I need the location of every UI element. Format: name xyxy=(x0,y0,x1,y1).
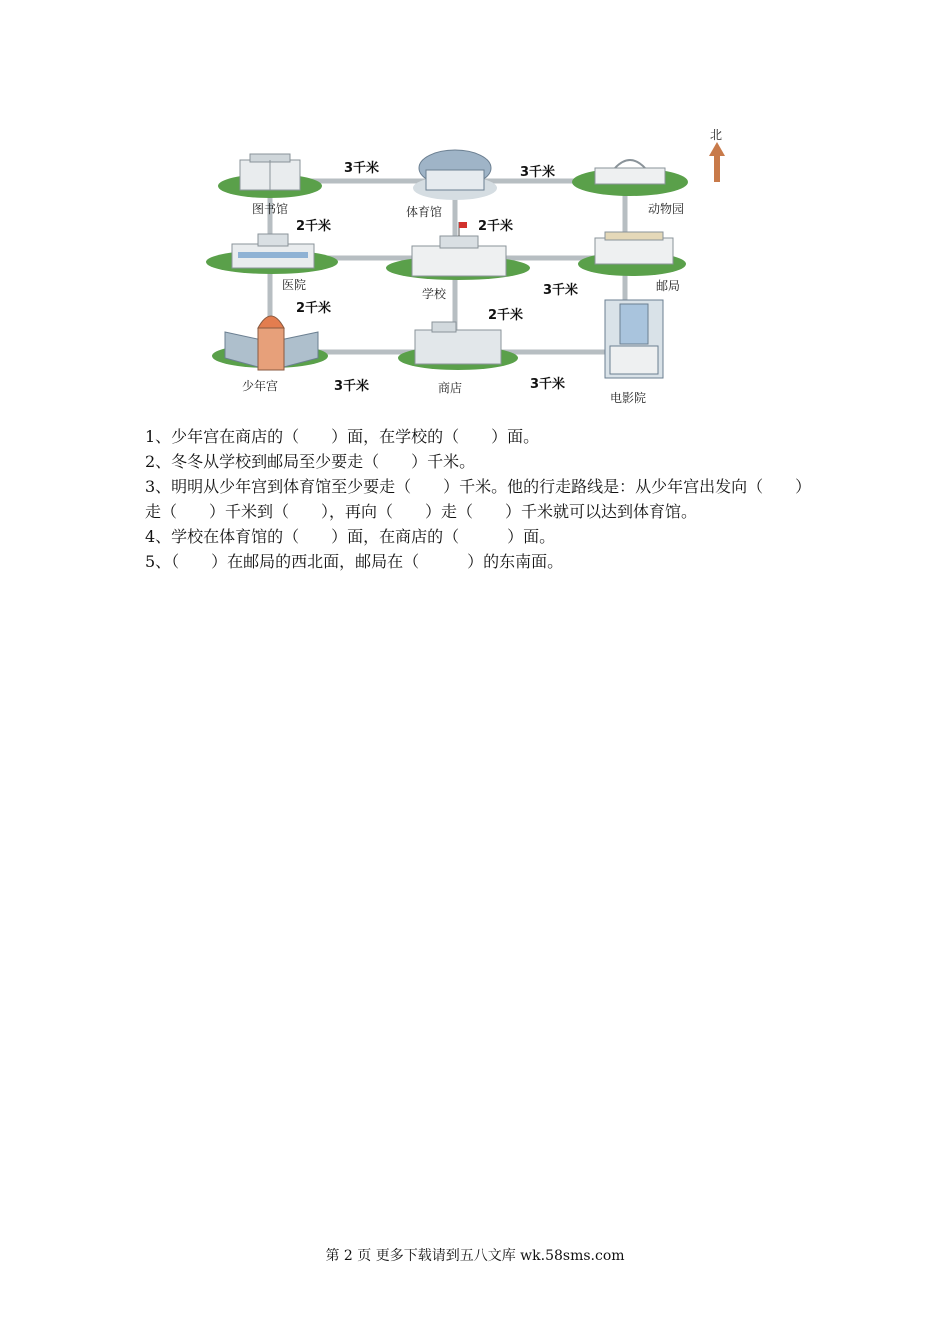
cinema-building-icon xyxy=(605,300,663,378)
place-label-zoo: 动物园 xyxy=(648,202,685,216)
question-4: 4、学校在体育馆的（ ）面，在商店的（ ）面。 xyxy=(145,527,556,546)
place-label-cinema: 电影院 xyxy=(610,391,647,405)
stadium-building-icon xyxy=(413,150,497,200)
distance-school-post-office: 3千米 xyxy=(543,283,579,298)
hospital-building-icon xyxy=(206,234,338,274)
page-footer: 第 2 页 更多下载请到五八文库 wk.58sms.com xyxy=(325,1248,625,1264)
question-list xyxy=(145,424,810,574)
place-label-stadium: 体育馆 xyxy=(406,205,443,219)
distance-stadium-zoo: 3千米 xyxy=(520,165,556,180)
place-label-library: 图书馆 xyxy=(252,202,289,216)
place-label-post-office: 邮局 xyxy=(656,279,681,293)
distance-shop-cinema: 3千米 xyxy=(530,377,566,392)
north-arrow-icon xyxy=(709,128,725,182)
question-5: 5、（ ）在邮局的西北面，邮局在（ ）的东南面。 xyxy=(145,552,564,571)
place-label-hospital: 医院 xyxy=(282,278,307,292)
map-illustration xyxy=(200,118,740,410)
question-1: 1、少年宫在商店的（ ）面，在学校的（ ）面。 xyxy=(145,427,540,446)
distance-school-shop: 2千米 xyxy=(488,308,524,323)
zoo-building-icon xyxy=(572,160,688,196)
question-2: 2、冬冬从学校到邮局至少要走（ ）千米。 xyxy=(145,452,476,471)
distance-stadium-school: 2千米 xyxy=(478,219,514,234)
north-label: 北 xyxy=(710,128,723,142)
place-label-youth-palace: 少年宫 xyxy=(242,379,279,393)
post-office-building-icon xyxy=(578,232,686,276)
distance-library-hospital: 2千米 xyxy=(296,219,332,234)
library-building-icon xyxy=(218,154,322,198)
distance-youth-palace-shop: 3千米 xyxy=(334,379,370,394)
place-label-school: 学校 xyxy=(422,287,447,301)
shop-building-icon xyxy=(398,322,518,370)
youth-palace-building-icon xyxy=(212,316,328,370)
distance-hospital-youth-palace: 2千米 xyxy=(296,301,332,316)
question-3: 3、明明从少年宫到体育馆至少要走（ ）千米。他的行走路线是：从少年宫出发向（ ）走（ ）千米到（ ），再向（ ）走（ ）千米就可以达到体育馆。 xyxy=(145,477,804,521)
distance-library-stadium: 3千米 xyxy=(344,161,380,176)
place-label-shop: 商店 xyxy=(438,381,463,395)
